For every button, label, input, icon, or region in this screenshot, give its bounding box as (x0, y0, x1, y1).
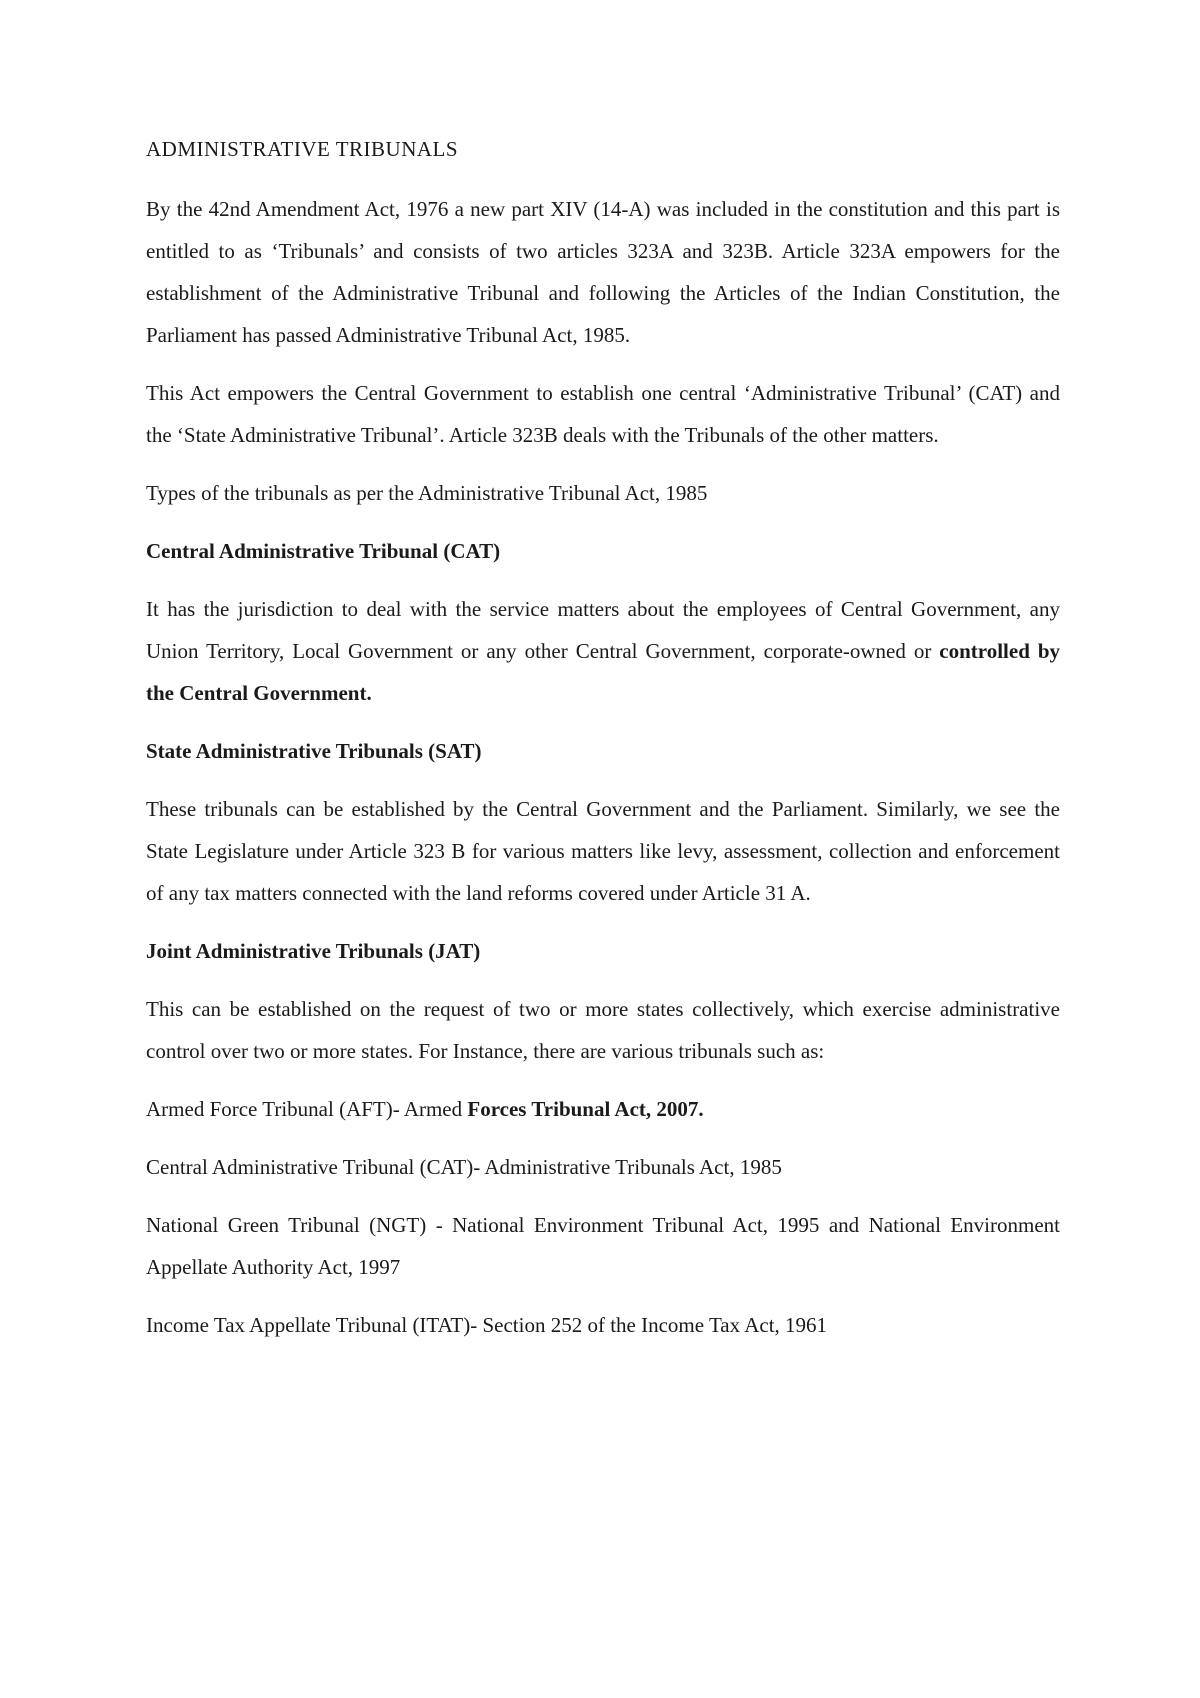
cat-heading: Central Administrative Tribunal (CAT) (146, 539, 501, 563)
aft-bold: Forces Tribunal Act, 2007. (467, 1097, 704, 1121)
types-intro: Types of the tribunals as per the Administrative Tribunal Act, 1985 (146, 481, 708, 505)
document-title: ADMINISTRATIVE TRIBUNALS (146, 137, 459, 161)
act-paragraph: This Act empowers the Central Government to establish one central ‘Administrative Tribunal’ (CAT) and the ‘State Administrative Tribunal’. Article 323B deals with the Tribunals of the other matters. (146, 381, 1060, 447)
cat-body-bold: controlled by the Central Government. (146, 639, 1060, 705)
tribunal-list-item-itat: Income Tax Appellate Tribunal (ITAT)- Section 252 of the Income Tax Act, 1961 (146, 1313, 828, 1337)
tribunal-list-item-aft (146, 1088, 1060, 1130)
sat-heading: State Administrative Tribunals (SAT) (146, 739, 482, 763)
document-page (146, 128, 1060, 1362)
tribunal-list-item-cat: Central Administrative Tribunal (CAT)- Administrative Tribunals Act, 1985 (146, 1155, 782, 1179)
jat-heading: Joint Administrative Tribunals (JAT) (146, 939, 481, 963)
sat-paragraph: These tribunals can be established by the Central Government and the Parliament. Similarly, we see the State Legislature under Article 323 B for various matters like levy, assessment, collection and enforcement of any tax matters connected with the land reforms covered under Article 31 A. (146, 797, 1060, 905)
cat-body: It has the jurisdiction to deal with the service matters about the employees of Central Government, any Union Territory, Local Government or any other Central Government, corporate-owned or (146, 597, 1060, 663)
tribunal-list-item-ngt: National Green Tribunal (NGT) - National Environment Tribunal Act, 1995 and National Environment Appellate Authority Act, 1997 (146, 1213, 1060, 1279)
intro-paragraph: By the 42nd Amendment Act, 1976 a new part XIV (14-A) was included in the constitution and this part is entitled to as ‘Tribunals’ and consists of two articles 323A and 323B. Article 323A empowers for the establishment of the Administrative Tribunal and following the Articles of the Indian Constitution, the Parliament has passed Administrative Tribunal Act, 1985. (146, 197, 1060, 347)
cat-paragraph (146, 588, 1060, 714)
jat-paragraph: This can be established on the request of two or more states collectively, which exercise administrative control over two or more states. For Instance, there are various tribunals such as: (146, 997, 1060, 1063)
aft-plain: Armed Force Tribunal (AFT)- Armed (146, 1097, 468, 1121)
